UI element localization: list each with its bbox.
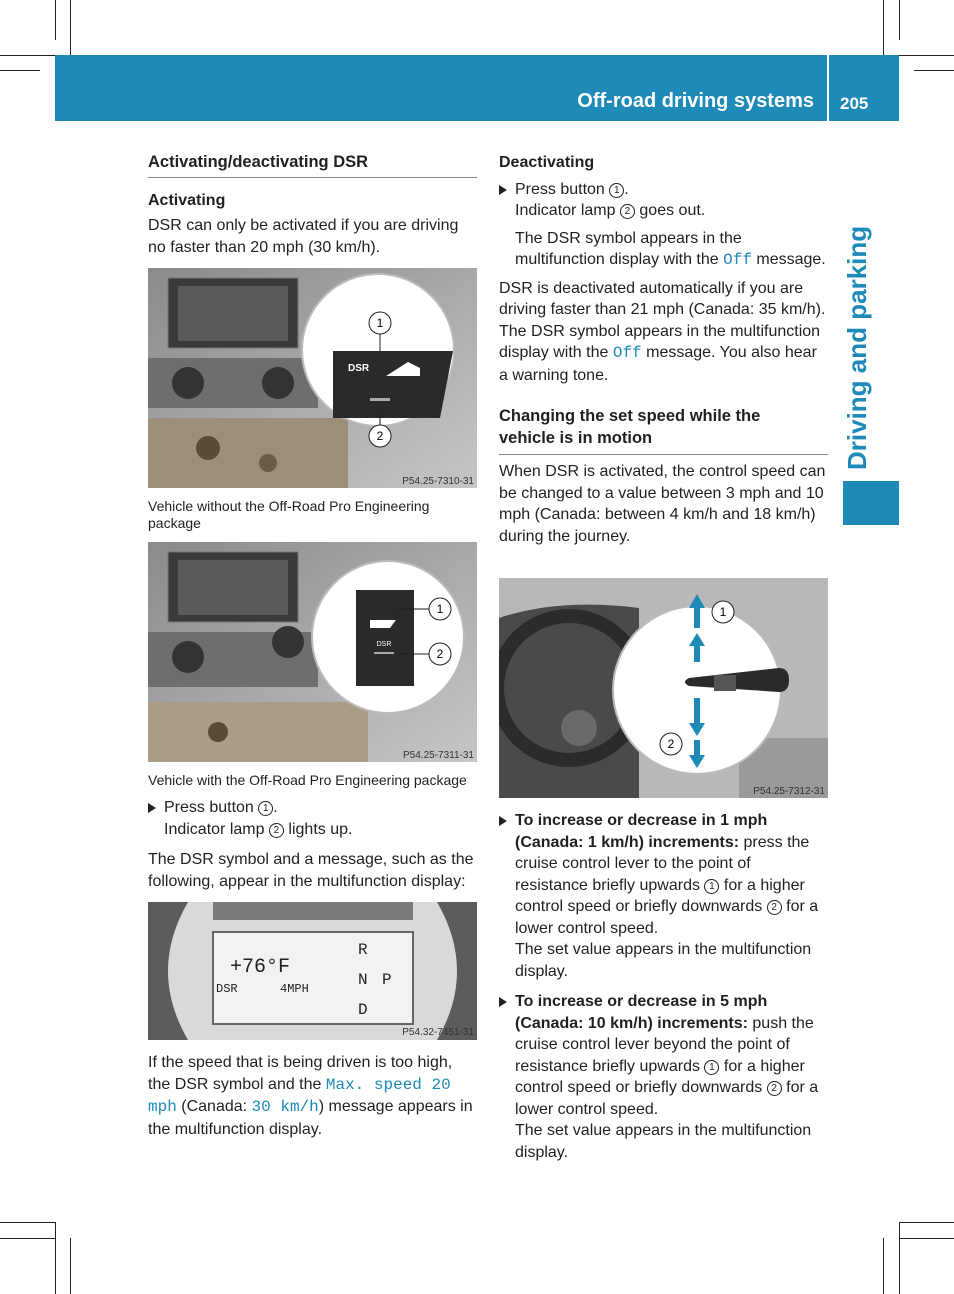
number-1-icon: 1 [609, 183, 624, 198]
number-1-icon: 1 [258, 801, 273, 816]
figure-caption-1: Vehicle without the Off-Road Pro Engineering package [148, 498, 430, 531]
figure-caption-2: Vehicle with the Off-Road Pro Engineering package [148, 772, 467, 788]
change-heading: Changing the set speed while the vehicle is in motion [499, 407, 761, 447]
svg-text:2: 2 [376, 429, 384, 443]
number-1-icon: 1 [704, 879, 719, 894]
number-2-icon: 2 [620, 204, 635, 219]
deact-symbol [499, 228, 828, 272]
speed-text-a: If the speed that is being driven is too high, the DSR symbol and the [148, 1054, 453, 1093]
crop-mark [70, 1238, 71, 1294]
side-tab-title: Driving and parking [842, 225, 872, 470]
step-1mph-note: The set value appears in the multifunction display. [515, 941, 812, 980]
auto-text-a: DSR is deactivated automatically if you are driving faster than 21 mph (Canada: 35 km/h). The DSR symbol appears in the multifunction display with the [499, 279, 826, 361]
step-text: Indicator lamp [515, 202, 616, 219]
off-message: Off [612, 344, 642, 362]
step-5mph [499, 991, 828, 1120]
step-text: for a lower control speed. [515, 1079, 819, 1118]
crop-mark [55, 0, 56, 40]
svg-text:1: 1 [376, 316, 384, 330]
step-text: push the cruise control lever beyond the point of resistance briefly upwards [515, 1014, 814, 1075]
step-5mph-heading: To increase or decrease in 5 mph (Canada: 10 km/h) increments: [515, 993, 768, 1032]
figure-code: P54.25-7312-31 [753, 786, 825, 797]
step-5mph-note: The set value appears in the multifunction display. [515, 1122, 812, 1161]
svg-text:2: 2 [436, 647, 444, 661]
step-text: for a higher control speed or briefly downwards [515, 1057, 805, 1096]
deact-step: Press button 1 . [499, 179, 828, 201]
step-text: Press button [164, 799, 254, 816]
number-2-icon: 2 [767, 900, 782, 915]
symbol-text: The DSR symbol and a message, such as the following, appear in the multifunction display: [148, 851, 474, 890]
crop-mark [0, 1238, 55, 1239]
step-text: Press button [515, 180, 605, 198]
speed-text-b: (Canada: [181, 1098, 248, 1115]
figure-code: P54.32-7451-31 [402, 1027, 474, 1038]
step-1mph-heading: To increase or decrease in 1 mph (Canada: 1 km/h) increments: [515, 812, 768, 851]
deact-lamp [499, 200, 828, 222]
page-number: 205 [840, 94, 869, 113]
speed-text [148, 1052, 477, 1140]
svg-text:DSR: DSR [376, 641, 392, 648]
header-divider [827, 55, 829, 121]
figure-cruise-control-lever [499, 578, 828, 798]
off-message: Off [723, 251, 752, 269]
crop-mark [883, 0, 884, 55]
display-temp: +76°F [230, 956, 291, 979]
left-column [148, 152, 477, 258]
number-2-icon: 2 [269, 823, 284, 838]
section-title: Activating/deactivating DSR [148, 152, 477, 178]
crop-mark [899, 55, 954, 56]
deactivating-heading: Deactivating [499, 154, 595, 171]
step-text: The DSR symbol appears in the multifunction display with the [515, 229, 742, 268]
change-text: When DSR is activated, the control speed can be changed to a value between 3 mph and 10 mph (Canada: between 4 km/h and 18 km/h) during the journey. [499, 463, 826, 545]
step-text: lights up. [288, 820, 353, 838]
activating-text: DSR can only be activated if you are driving no faster than 20 mph (30 km/h). [148, 217, 459, 256]
figure-dsr-button-standard [148, 268, 477, 488]
activating-heading: Activating [148, 191, 226, 209]
display-mode: DSR [216, 982, 238, 996]
side-tab-marker [843, 481, 899, 525]
display-park: P [382, 971, 392, 989]
crop-mark [899, 1222, 954, 1223]
right-steps [499, 810, 828, 1163]
heading-rule [499, 454, 828, 455]
speed-text-c: ) message appears in the multifunction display. [148, 1098, 473, 1138]
auto-text-b: message. You also hear a warning tone. [499, 344, 817, 384]
step-text: for a higher control speed or briefly downwards [515, 876, 805, 915]
display-gear-d: D [358, 1001, 368, 1019]
page-header-title: Off-road driving systems [577, 90, 814, 112]
svg-text:1: 1 [436, 602, 444, 616]
crop-mark [899, 1222, 900, 1294]
auto-deactivation-text [499, 278, 828, 387]
display-speed: 4MPH [280, 982, 309, 996]
max-speed-message: Max. speed 20 mph [148, 1075, 451, 1116]
crop-mark [55, 1222, 56, 1294]
crop-mark [70, 0, 71, 55]
crop-mark [899, 0, 900, 40]
step-text: goes out. [639, 202, 706, 219]
display-gear-r: R [358, 941, 368, 959]
figure-code: P54.25-7310-31 [402, 476, 474, 487]
step-indicator-lamp [148, 819, 477, 841]
left-steps [148, 797, 477, 892]
figure-dsr-button-offroad [148, 542, 477, 762]
svg-text:1: 1 [719, 605, 727, 619]
step-text: Indicator lamp [164, 820, 265, 838]
right-column [499, 152, 828, 547]
step-text: press the cruise control lever to the point of resistance briefly upwards [515, 833, 810, 894]
step-text: message. [756, 251, 826, 268]
crop-mark [0, 70, 40, 71]
crop-mark [914, 70, 954, 71]
step-text: for a lower control speed. [515, 898, 819, 937]
crop-mark [899, 1238, 954, 1239]
number-1-icon: 1 [704, 1060, 719, 1075]
crop-mark [883, 1238, 884, 1294]
crop-mark [0, 1222, 55, 1223]
figure-code: P54.25-7311-31 [403, 750, 474, 761]
speed-paragraph [148, 1052, 477, 1140]
kmh-message: 30 km/h [251, 1098, 319, 1116]
crop-mark [0, 55, 55, 56]
svg-text:DSR: DSR [348, 363, 370, 374]
svg-text:2: 2 [667, 737, 675, 751]
number-2-icon: 2 [767, 1081, 782, 1096]
step-1mph [499, 810, 828, 939]
step-press-button: Press button 1 . [148, 797, 477, 819]
figure-multifunction-display [148, 902, 477, 1040]
display-gear-n: N [358, 971, 368, 989]
